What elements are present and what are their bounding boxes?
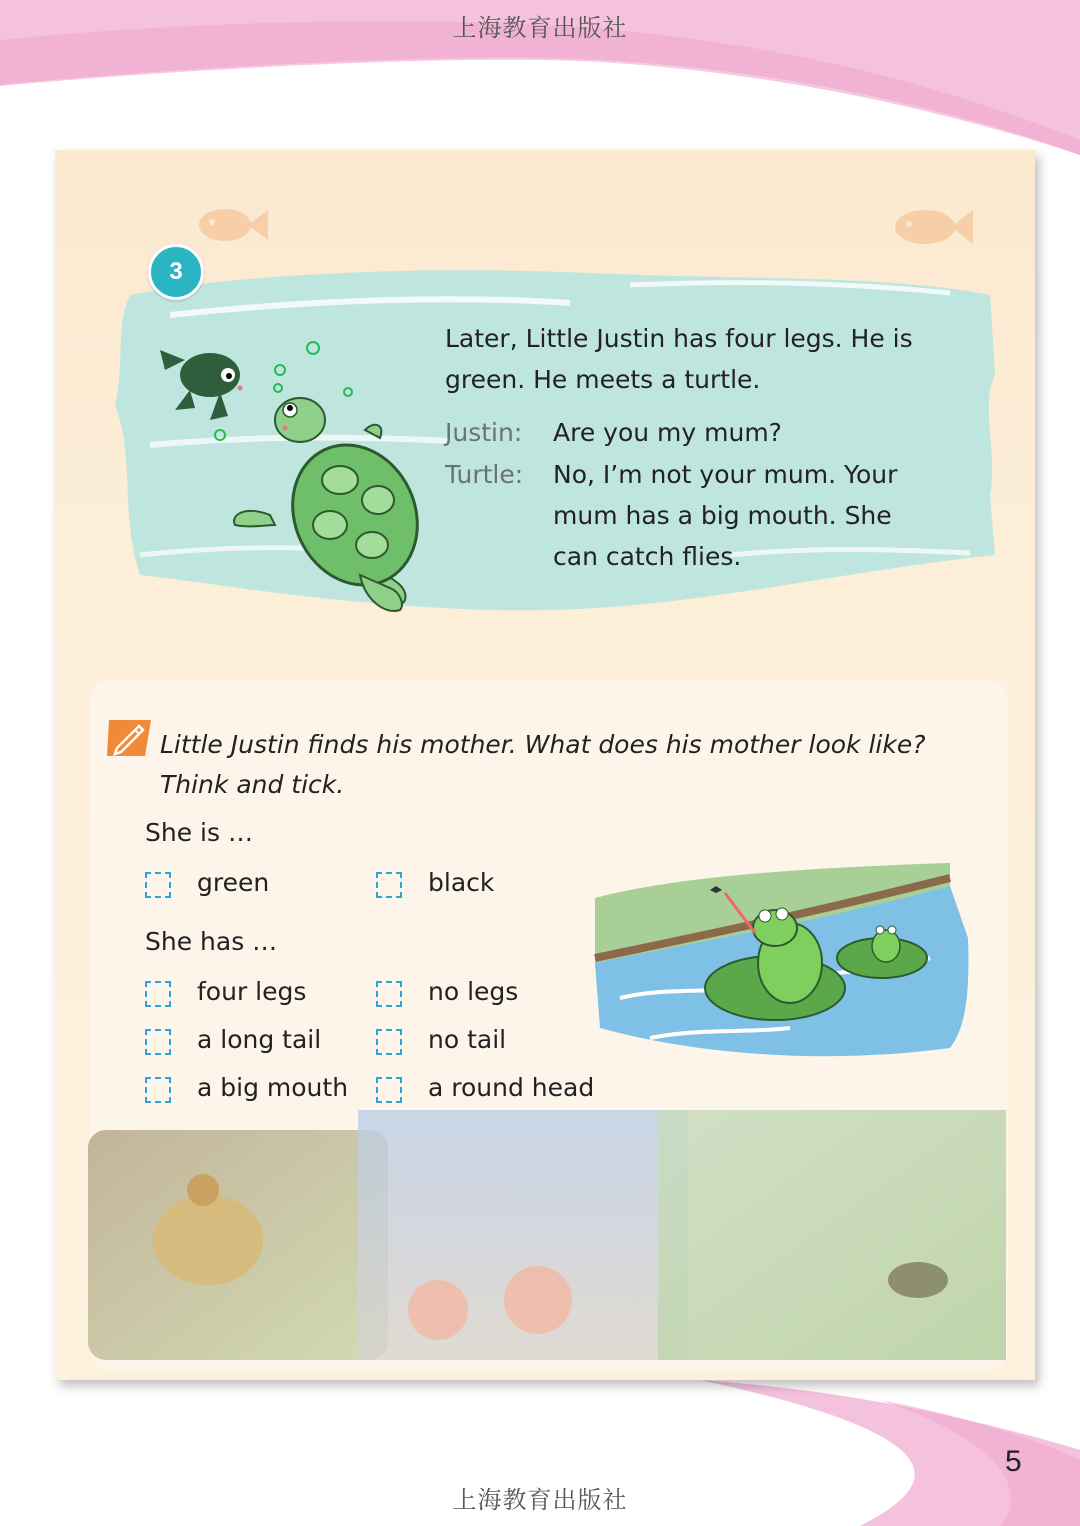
- step-number-badge: 3: [148, 244, 204, 300]
- option-label: green: [197, 868, 270, 897]
- option-label: no tail: [428, 1025, 507, 1054]
- turtle-line: mum has a big mouth. She: [553, 501, 892, 530]
- page-number: 5: [1005, 1445, 1022, 1478]
- option-label: four legs: [197, 977, 307, 1006]
- speaker-turtle: [445, 454, 523, 495]
- option-label: no legs: [428, 977, 519, 1006]
- option-no-legs[interactable]: [376, 977, 576, 1011]
- instruction-line: Think and tick.: [160, 770, 345, 799]
- header-publisher: 上海教育出版社: [452, 14, 628, 42]
- turtle-line: No, I’m not your mum. Your: [553, 460, 898, 489]
- option-four-legs[interactable]: [145, 977, 365, 1011]
- tick-checkbox[interactable]: [145, 872, 171, 898]
- froglet-icon: [160, 350, 243, 420]
- pencil-icon: [105, 716, 153, 758]
- she-has-label: She has …: [145, 927, 278, 956]
- option-label: a long tail: [197, 1025, 322, 1054]
- speaker-name: Turtle:: [445, 460, 524, 489]
- footer-publisher: 上海教育出版社: [452, 1486, 628, 1514]
- fish-decoration-icon: [885, 202, 975, 252]
- task-instruction: [160, 725, 980, 805]
- story-narration: Later, Little Justin has four legs. He is green. He meets a turtle.: [445, 324, 913, 394]
- option-black[interactable]: [376, 868, 576, 902]
- she-is-label: She is …: [145, 818, 253, 847]
- option-long-tail[interactable]: [145, 1025, 365, 1059]
- option-no-tail[interactable]: [376, 1025, 576, 1059]
- tick-checkbox[interactable]: [376, 872, 402, 898]
- instruction-line: Little Justin finds his mother. What does his mother look like?: [160, 730, 926, 759]
- turtle-and-froglet-illustration: [150, 330, 460, 630]
- option-label: a big mouth: [197, 1073, 349, 1102]
- tick-checkbox[interactable]: [376, 981, 402, 1007]
- option-round-head[interactable]: [376, 1073, 595, 1107]
- speaker-name: Justin:: [445, 418, 523, 447]
- option-big-mouth[interactable]: [145, 1073, 365, 1107]
- tick-checkbox[interactable]: [145, 1029, 171, 1055]
- justin-line: Are you my mum?: [553, 418, 782, 447]
- small-frog-icon: [872, 926, 900, 962]
- frog-pond-illustration: [590, 858, 970, 1068]
- fish-decoration-icon: [190, 200, 270, 250]
- tick-checkbox[interactable]: [376, 1029, 402, 1055]
- speaker-justin: [445, 412, 522, 453]
- turtle-line: can catch flies.: [553, 542, 742, 571]
- tick-checkbox[interactable]: [376, 1077, 402, 1103]
- turtle-icon: [234, 398, 440, 611]
- small-frog-on-leaf-photo-icon: [888, 1262, 948, 1298]
- frog-photos-strip: [88, 1110, 1008, 1365]
- option-label: black: [428, 868, 495, 897]
- tick-checkbox[interactable]: [145, 1077, 171, 1103]
- option-green[interactable]: [145, 868, 345, 902]
- option-label: a round head: [428, 1073, 595, 1102]
- tick-checkbox[interactable]: [145, 981, 171, 1007]
